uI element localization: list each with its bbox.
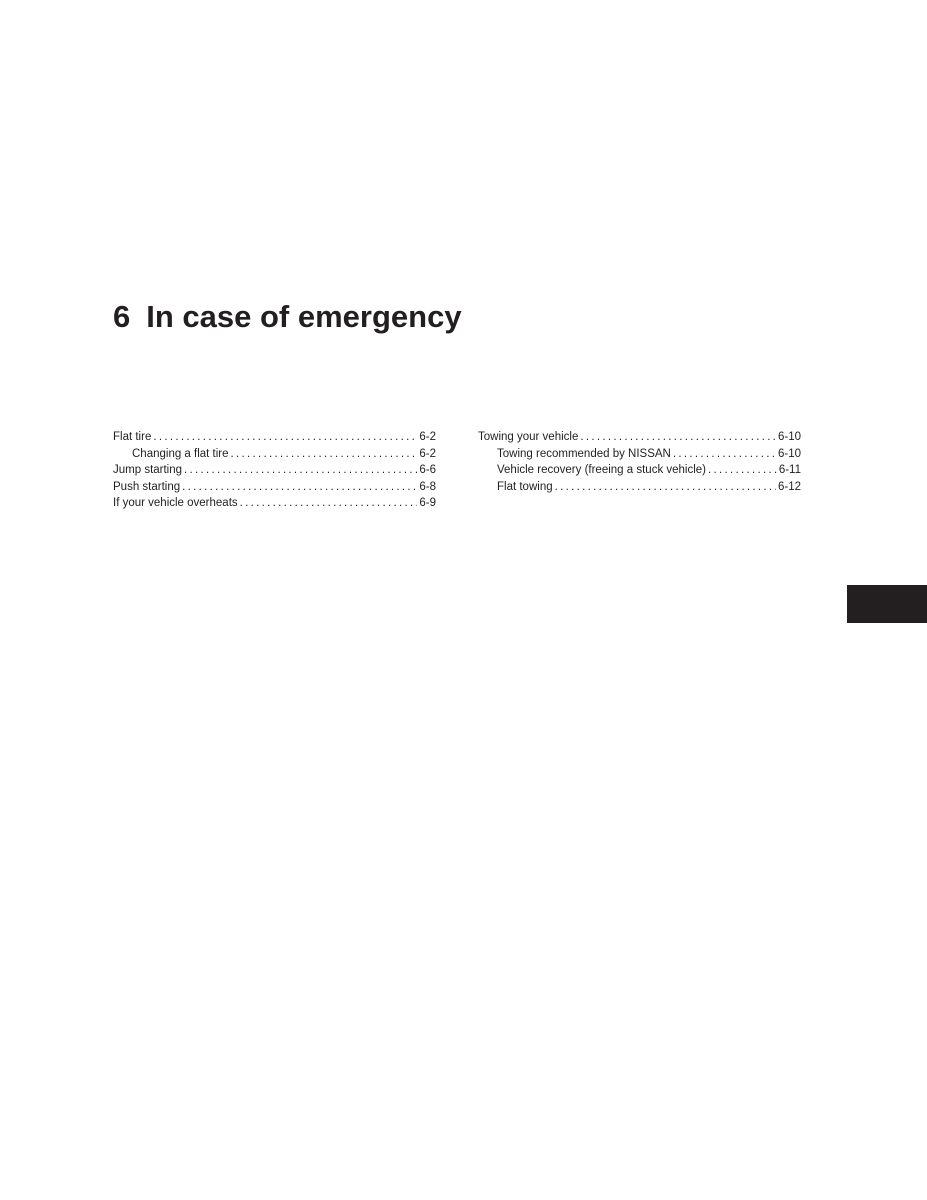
- toc-entry-vehicle-recovery[interactable]: [478, 462, 801, 479]
- toc-entry-towing-your-vehicle[interactable]: [478, 429, 801, 446]
- toc-right-column: [478, 429, 801, 495]
- toc-left-column: [113, 429, 436, 512]
- toc-entry-page: 6-11: [778, 464, 801, 477]
- toc-dot-leader: [231, 446, 418, 463]
- toc-entry-label: Flat towing: [497, 480, 553, 493]
- toc-dot-leader: [240, 495, 418, 512]
- toc-entry-label: Changing a flat tire: [132, 447, 229, 460]
- toc-entry-push-starting[interactable]: [113, 479, 436, 496]
- toc-entry-label: Jump starting: [113, 464, 183, 477]
- toc-dot-leader: [184, 462, 417, 479]
- toc-entry-page: 6-10: [777, 447, 801, 460]
- toc-entry-label: If your vehicle overheats: [113, 497, 238, 510]
- toc-entry-page: 6-6: [419, 464, 436, 477]
- toc-entry-label: Flat tire: [113, 431, 152, 443]
- chapter-title: [113, 296, 462, 338]
- toc-entry-label: Vehicle recovery (freeing a stuck vehicle): [497, 464, 707, 477]
- toc-entry-page: 6-10: [777, 431, 801, 443]
- toc-entry-label: Push starting: [113, 480, 181, 493]
- toc-entry-flat-tire[interactable]: [113, 429, 436, 446]
- toc-dot-leader: [555, 479, 776, 496]
- toc-entry-vehicle-overheats[interactable]: [113, 495, 436, 512]
- toc-dot-leader: [182, 479, 417, 496]
- chapter-edge-tab: [847, 585, 927, 623]
- toc-entry-page: 6-12: [777, 480, 801, 493]
- toc-dot-leader: [708, 462, 777, 479]
- toc-entry-label: Towing recommended by NISSAN: [497, 447, 671, 460]
- toc-entry-label: Towing your vehicle: [478, 431, 579, 443]
- toc-entry-page: 6-2: [419, 447, 436, 460]
- chapter-number: 6: [113, 299, 131, 334]
- toc-entry-page: 6-2: [419, 431, 436, 443]
- toc-dot-leader: [580, 429, 776, 446]
- toc-entry-jump-starting[interactable]: [113, 462, 436, 479]
- toc-dot-leader: [673, 446, 776, 463]
- toc-entry-changing-flat-tire[interactable]: [113, 446, 436, 463]
- toc-entry-towing-recommended[interactable]: [478, 446, 801, 463]
- chapter-title-text: In case of emergency: [146, 299, 462, 334]
- toc-entry-page: 6-9: [419, 497, 436, 510]
- toc-entry-page: 6-8: [419, 480, 436, 493]
- toc-dot-leader: [153, 429, 417, 446]
- toc-entry-flat-towing[interactable]: [478, 479, 801, 496]
